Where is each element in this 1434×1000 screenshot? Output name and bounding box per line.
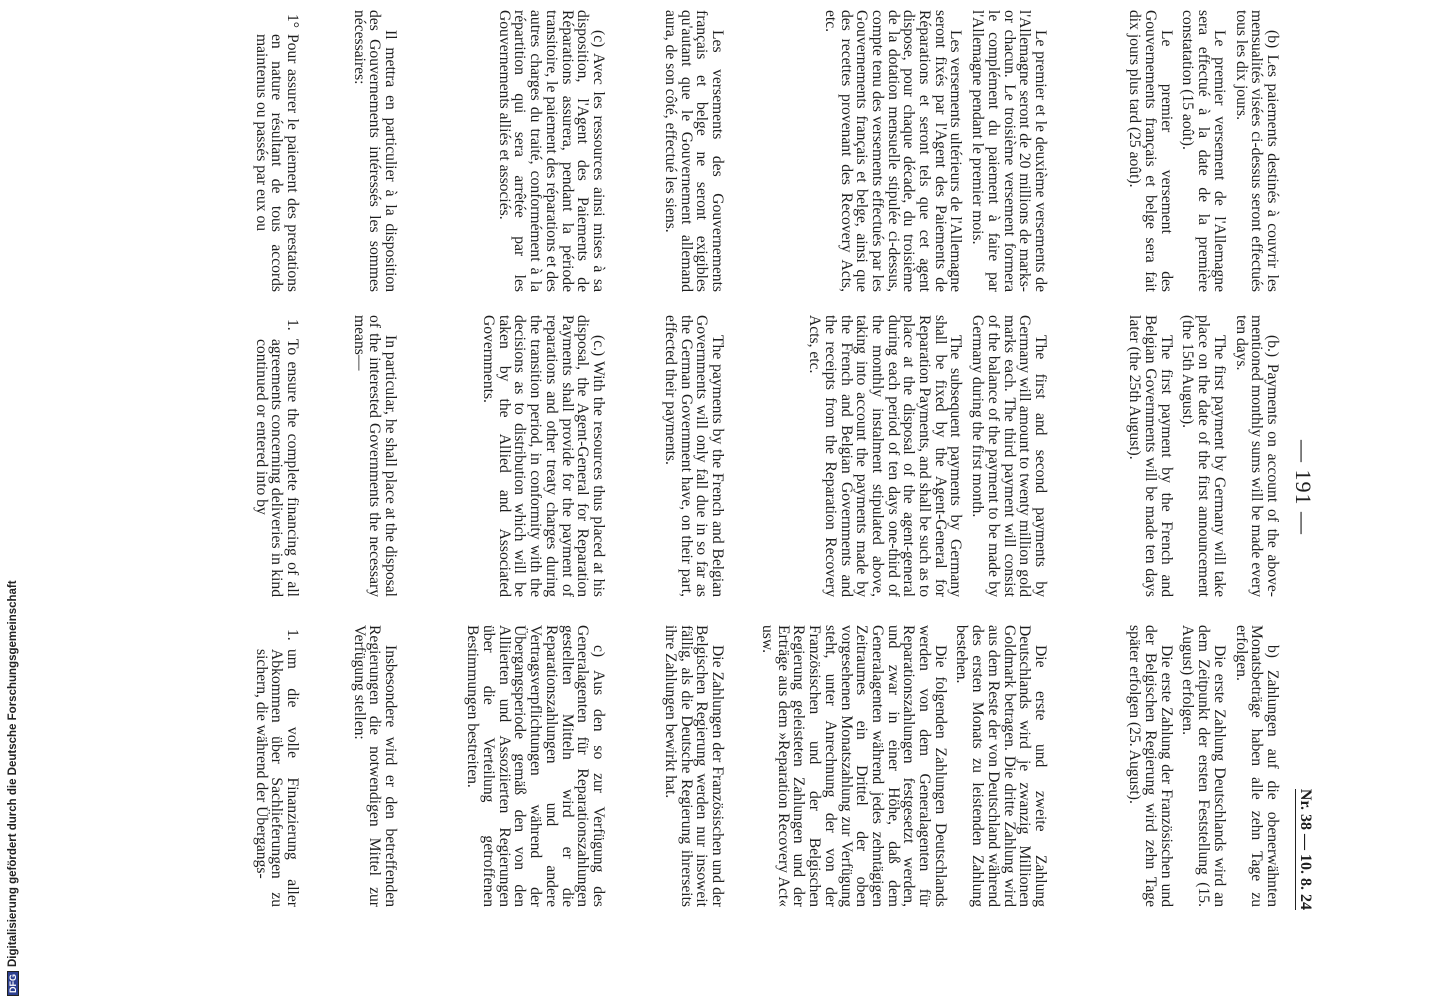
paragraph-text: To ensure the complete financing of all agreements concerning deliveries in kind continued or entered into by xyxy=(252,339,301,597)
footer xyxy=(7,580,29,996)
column-english xyxy=(1121,315,1280,597)
column-german xyxy=(345,625,398,907)
paragraph: (b) Les paiements destinés à couvrir les mensualités visées ci-dessus seront effectués tous les dix jours. xyxy=(1232,10,1281,292)
paragraph: Die erste Zahlung Deutschlands wird an dem Zeitpunkt der ersten Feststellung (15. August) erfolgen. xyxy=(1179,625,1228,907)
paragraph: Die erste Zahlung der Französischen und der Belgischen Regierung wird zehn Tage später erfolgen (25. August). xyxy=(1126,625,1175,907)
paragraph: c) Aus den so zur Verfügung des Generalagenten für Reparationszahlungen gestellten Mitteln wird er die Reparationszahlungen und andere Vertragsverpflichtungen während der Übergangsperiode gemäß den von den Alliierten und Assoziierten Regierungen über die Verteilung getroffenen Bestimmungen bestreiten. xyxy=(464,625,607,907)
footer-credit: Digitalisierung gefördert durch die Deutsche Forschungsgemeinschaft xyxy=(7,580,19,967)
column-french xyxy=(345,10,398,292)
list-label: 1° xyxy=(284,14,301,29)
paragraph: The subsequent payments by Germany shall be fixed by the Agent-General for Reparation Payments, and shall be such as to place at the disposal of the agent-general during each period of ten days one-third of the monthly instalment stipulated above, taking into account the payments made by the French and Belgian Governments and the receipts from the Reparation Recovery Acts, etc. xyxy=(806,315,965,597)
column-german xyxy=(247,625,300,907)
paragraph: Il mettra en particulier à la disposition des Gouvernements intéressés les sommes nécessaires: xyxy=(350,10,399,292)
column-french xyxy=(816,10,1048,292)
paragraph-text: um die volle Finanzierung aller Abkommen über Sachlieferungen zu sichern, die während der Übergangs- xyxy=(252,649,301,907)
rotated-page-content xyxy=(225,10,1320,910)
issue-reference: Nr. 38 — 10. 8. 24 xyxy=(1297,788,1314,910)
paragraph: Les versements ultérieurs de l'Allemagne seront fixés par l'Agent des Paiements de Réparations et seront tels que cet agent dispose, pour chaque décade, du troisième de la dotation mensuelle stipulée ci-dessus, compte tenu des versements effectués par les Gouvernements français et belge, ainsi que des recettes provenant des Recovery Acts, etc. xyxy=(821,10,965,292)
paragraph: Le premier et le deuxième versements de l'Allemagne seront de 20 millions de marks-or chacun. Le troisième versement formera le complément du paiement à faire par l'Allemagne pendant le premier mois. xyxy=(969,10,1049,292)
paragraph: Le premier versement des Gouvernements français et belge sera fait dix jours plus tard (25 août). xyxy=(1126,10,1175,292)
column-french xyxy=(490,10,606,292)
footer-text-wrap xyxy=(7,580,19,996)
column-english xyxy=(247,315,300,597)
paragraph xyxy=(253,315,300,597)
column-english xyxy=(345,315,398,597)
paragraph-text: Pour assurer le paiement des prestations en nature résultant de tous accords maintenus ou passés par eux ou xyxy=(252,34,301,292)
column-french xyxy=(247,10,300,292)
paragraph: Les versements des Gouvernements français et belge ne seront exigibles qu'autant que le Gouvernement allemand aura, de son côté, effectué les siens. xyxy=(661,10,726,292)
column-english xyxy=(474,315,606,597)
dfg-logo-icon: DFG xyxy=(7,971,19,996)
paragraph: Insbesondere wird er den betreffenden Regierungen die notwendigen Mittel zur Verfügung stellen: xyxy=(350,625,399,907)
column-german xyxy=(459,625,606,907)
paragraph: Die erste und zweite Zahlung Deutschlands wird je zwanzig Millionen Goldmark betragen. Die dritte Zahlung wird aus dem Reste der von Deutschland während des ersten Monats zu leistenden Zahlung bestehen. xyxy=(953,625,1049,907)
paragraph: (b.) Payments on account of the above-mentioned monthly sums will be made every ten days. xyxy=(1232,315,1281,597)
paragraph: The first payment by the French and Belgian Governments will be made ten days later (the 25th August). xyxy=(1126,315,1175,597)
list-label: 1. xyxy=(284,319,301,331)
column-german xyxy=(1121,625,1280,907)
column-german xyxy=(656,625,725,907)
paragraph: (c) Avec les ressources ainsi mises à sa disposition, l'Agent des Paiements de Réparations assurera, pendant la période transitoire, le paiement des réparations et des autres charges du traité, conformément à la répartition qui sera arrêtée par les Gouvernements alliés et associés. xyxy=(495,10,607,292)
page-number: — 191 — xyxy=(1291,440,1316,535)
column-french xyxy=(1121,10,1280,292)
paragraph xyxy=(253,625,300,907)
paragraph: The payments by the French and Belgian Governments will only fall due in so far as the German Government have, on their part, effected their payments. xyxy=(661,315,726,597)
paragraph: The first and second payments by Germany will amount to twenty million gold marks each. The third payment will consist of the balance of the payment to be made by Germany during the first month. xyxy=(969,315,1049,597)
list-label: 1. xyxy=(284,629,301,641)
paragraph: b) Zahlungen auf die obenerwähnten Monatsbeträge haben alle zehn Tage zu erfolgen. xyxy=(1232,625,1281,907)
paragraph xyxy=(253,10,300,292)
paragraph: Le premier versement de l'Allemagne sera effectué à la date de la première constatation (15 août). xyxy=(1179,10,1228,292)
column-english xyxy=(800,315,1048,597)
paragraph: (c.) With the resources thus placed at his disposal, the Agent-General for Reparation Payments shall provide for the payment of reparations and other treaty charges during the transition period, in conformity with the decisions as to distribution which will be taken by the Allied and Associated Governments. xyxy=(480,315,607,597)
column-german xyxy=(753,625,1048,907)
column-french xyxy=(656,10,725,292)
paragraph: In particular, he shall place at the disposal of the interested Governments the necessary means— xyxy=(350,315,399,597)
page-header xyxy=(1286,10,1320,910)
paragraph: The first payment by Germany will take place on the date of the first announcement (the 15th August). xyxy=(1179,315,1228,597)
column-english xyxy=(656,315,725,597)
paragraph: Die folgenden Zahlungen Deutschlands werden von dem Generalagenten für Reparationszahlungen festgesetzt werden, und zwar in einer Höhe, daß dem Generalagenten während jedes zehntägigen Zeitraumes ein Drittel der oben vorgesehenen Monatszahlung zur Verfügung steht, unter Anrechnung der von der Französischen und der Belgischen Regierung geleisteten Zahlungen und der Erträge aus dem »Reparation Recovery Act« usw. xyxy=(759,625,949,907)
paragraph: Die Zahlungen der Französischen und der Belgischen Regierung werden nur insoweit fällig, als die Deutsche Regierung ihrerseits ihre Zahlungen bewirkt hat. xyxy=(661,625,726,907)
